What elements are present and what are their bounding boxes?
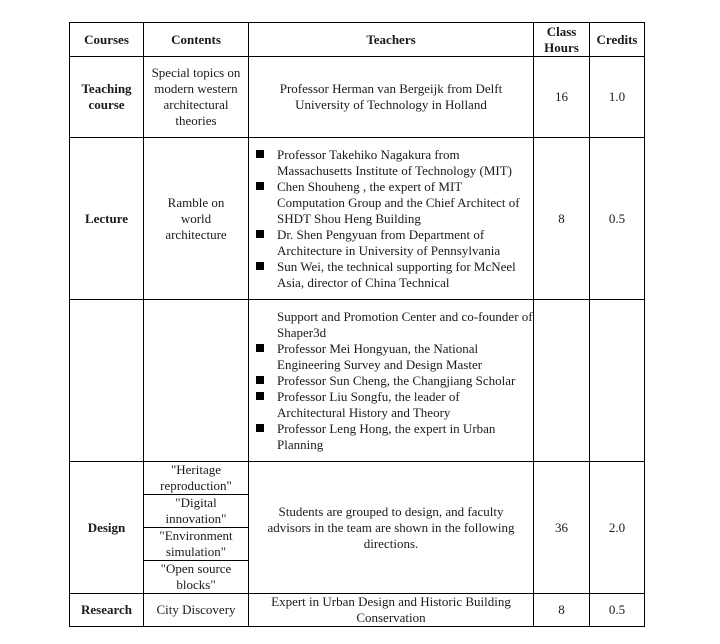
course-lecture: Lecture xyxy=(70,138,144,300)
credits-empty xyxy=(590,300,645,462)
teachers-research: Expert in Urban Design and Historic Building Conservation xyxy=(249,594,534,627)
table-row-research xyxy=(70,594,645,627)
list-item: Professor Mei Hongyuan, the National Engineering Survey and Design Master xyxy=(256,341,527,373)
contents-design xyxy=(144,462,249,594)
class-hours-empty xyxy=(534,300,590,462)
table-row-lecture-continued xyxy=(70,300,645,462)
contents-teaching: Special topics on modern western architectural theories xyxy=(144,57,249,138)
header-teachers: Teachers xyxy=(249,23,534,57)
bullet-icon xyxy=(256,424,264,432)
continued-text: Support and Promotion Center and co-founder of Shaper3d xyxy=(277,308,533,340)
credits-teaching: 1.0 xyxy=(590,57,645,138)
header-contents: Contents xyxy=(144,23,249,57)
class-hours-design: 36 xyxy=(534,462,590,594)
course-research: Research xyxy=(70,594,144,627)
bullet-icon xyxy=(256,262,264,270)
table-row-design xyxy=(70,462,645,594)
list-item: Professor Sun Cheng, the Changjiang Scholar xyxy=(256,373,527,389)
bullet-icon xyxy=(256,182,264,190)
table-row-lecture xyxy=(70,138,645,300)
design-direction: "Open source blocks" xyxy=(160,561,232,592)
contents-lecture: Ramble on world architecture xyxy=(144,138,249,300)
bullet-icon xyxy=(256,344,264,352)
teachers-lecture xyxy=(249,138,534,300)
teachers-lecture-continued xyxy=(249,300,534,462)
bullet-icon xyxy=(256,392,264,400)
list-item: Professor Leng Hong, the expert in Urban Planning xyxy=(256,421,527,453)
bullet-icon xyxy=(256,376,264,384)
class-hours-research: 8 xyxy=(534,594,590,627)
list-item: Sun Wei, the technical supporting for McNeel Asia, director of China Technical xyxy=(256,259,527,291)
bullet-icon xyxy=(256,150,264,158)
table-row-teaching xyxy=(70,57,645,138)
contents-research: City Discovery xyxy=(144,594,249,627)
list-item: Professor Liu Songfu, the leader of Architectural History and Theory xyxy=(256,389,527,421)
course-empty xyxy=(70,300,144,462)
bullet-icon xyxy=(256,230,264,238)
list-item: Professor Takehiko Nagakura from Massachusetts Institute of Technology (MIT) xyxy=(256,147,527,179)
header-credits: Credits xyxy=(590,23,645,57)
teachers-teaching: Professor Herman van Bergeijk from Delft University of Technology in Holland xyxy=(249,57,534,138)
courses-table xyxy=(69,22,645,627)
course-design: Design xyxy=(70,462,144,594)
class-hours-lecture: 8 xyxy=(534,138,590,300)
credits-research: 0.5 xyxy=(590,594,645,627)
teachers-design: Students are grouped to design, and faculty advisors in the team are shown in the following directions. xyxy=(249,462,534,594)
header-courses: Courses xyxy=(70,23,144,57)
header-row xyxy=(70,23,645,57)
list-item: Chen Shouheng , the expert of MIT Computation Group and the Chief Architect of SHDT Shou Heng Building xyxy=(256,179,527,227)
course-teaching: Teaching course xyxy=(70,57,144,138)
contents-empty xyxy=(144,300,249,462)
credits-design: 2.0 xyxy=(590,462,645,594)
header-class-hours: Class Hours xyxy=(534,23,590,57)
design-direction: "Environment simulation" xyxy=(144,528,248,561)
credits-lecture: 0.5 xyxy=(590,138,645,300)
list-item: Dr. Shen Pengyuan from Department of Architecture in University of Pennsylvania xyxy=(256,227,527,259)
design-direction: "Digital innovation" xyxy=(144,495,248,528)
design-direction: "Heritage reproduction" xyxy=(144,462,248,495)
class-hours-teaching: 16 xyxy=(534,57,590,138)
